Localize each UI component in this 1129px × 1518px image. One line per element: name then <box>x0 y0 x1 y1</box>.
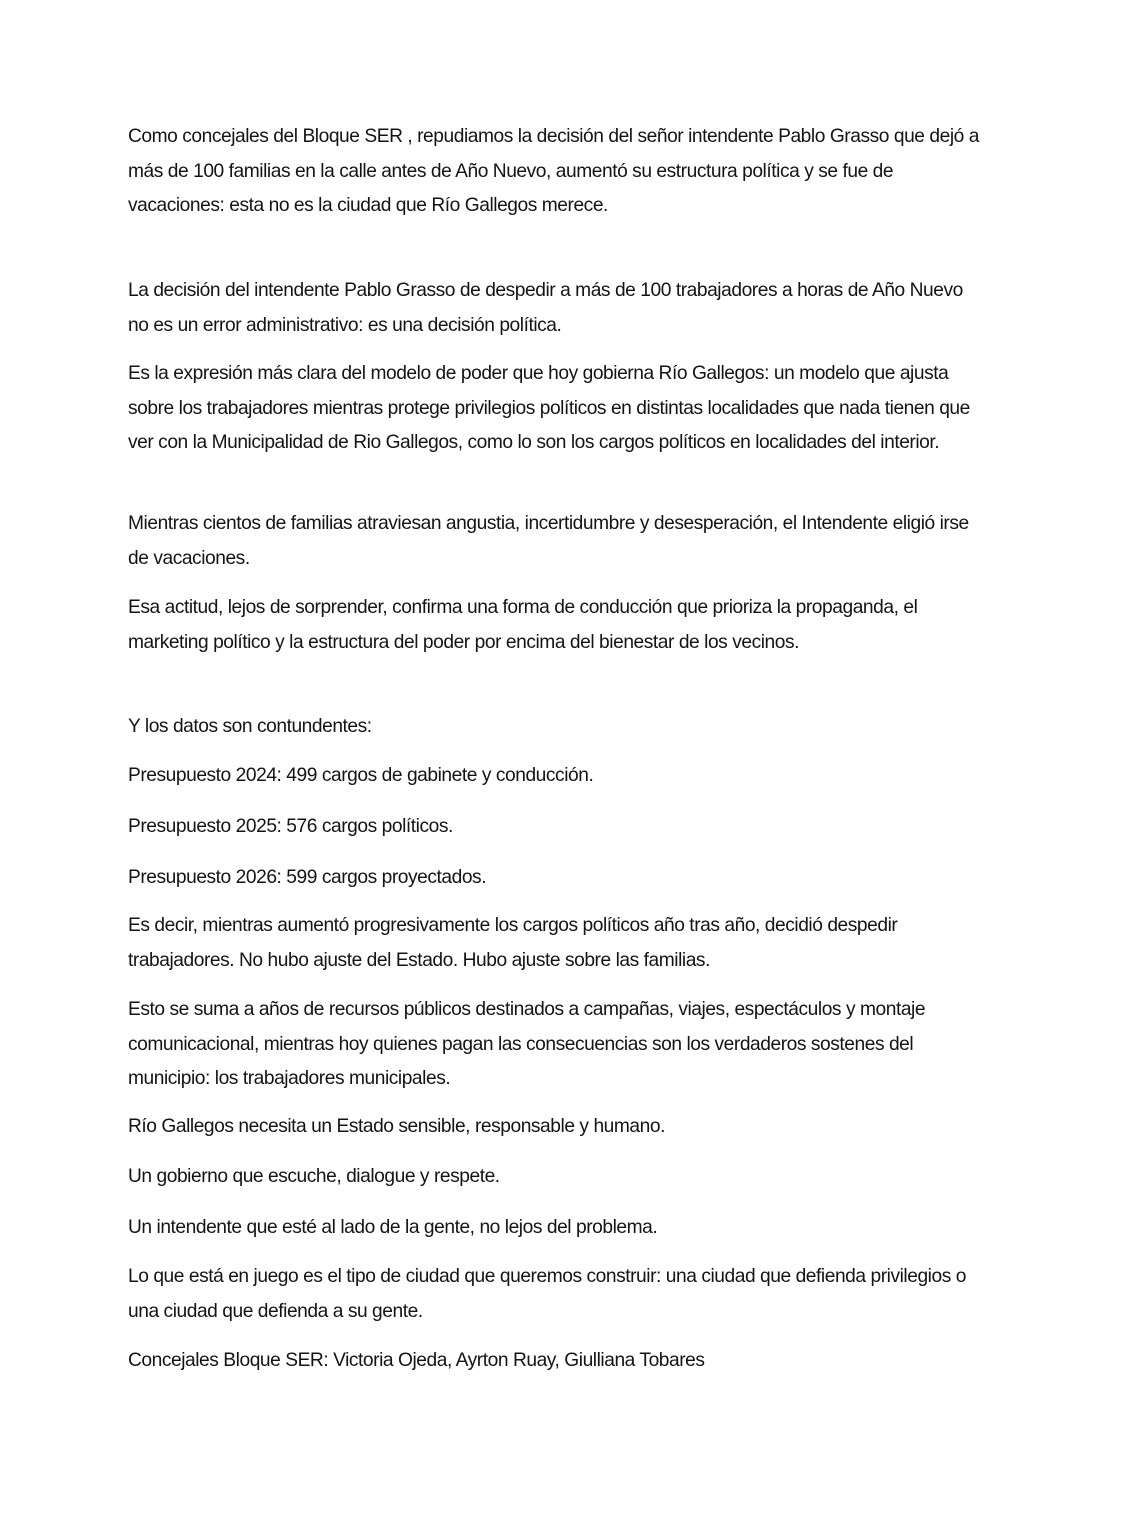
paragraph-intro: Como concejales del Bloque SER , repudiamos la decisión del señor intendente Pablo Grasso que dejó a más de 100 familias en la calle antes de Año Nuevo, aumentó su estructura política y se fue de vacaciones: esta no es la ciudad que Río Gallegos merece. <box>128 126 979 216</box>
paragraph-decision: La decisión del intendente Pablo Grasso de despedir a más de 100 trabajadores a horas de Año Nuevo no es un error administrativo: es una decisión política. <box>128 280 963 336</box>
paragraph-conclusion: Es decir, mientras aumentó progresivamente los cargos políticos año tras año, decidió despedir trabajadores. No hubo ajuste del Estado. Hubo ajuste sobre las familias. <box>128 915 898 971</box>
signature-line: Concejales Bloque SER: Victoria Ojeda, Ayrton Ruay, Giulliana Tobares <box>128 1350 705 1371</box>
paragraph-model: Es la expresión más clara del modelo de poder que hoy gobierna Río Gallegos: un modelo que ajusta sobre los trabajadores mientras protege privilegios políticos en distintas localidades que nada tienen que ver con la Municipalidad de Rio Gallegos, como lo son los cargos políticos en localidades del interior. <box>128 363 970 453</box>
paragraph-budget-2025: Presupuesto 2025: 576 cargos políticos. <box>128 816 453 837</box>
paragraph-resources: Esto se suma a años de recursos públicos destinados a campañas, viajes, espectáculos y montaje comunicacional, mientras hoy quienes pagan las consecuencias son los verdaderos sostenes del municipio: los trabajadores municipales. <box>128 999 926 1089</box>
paragraph-attitude: Esa actitud, lejos de sorprender, confirma una forma de conducción que prioriza la propaganda, el marketing político y la estructura del poder por encima del bienestar de los vecinos. <box>128 597 918 653</box>
paragraph-state: Río Gallegos necesita un Estado sensible, responsable y humano. <box>128 1116 665 1137</box>
paragraph-government: Un gobierno que escuche, dialogue y respete. <box>128 1166 500 1187</box>
paragraph-families: Mientras cientos de familias atraviesan angustia, incertidumbre y desesperación, el Intendente eligió irse de vacaciones. <box>128 513 969 569</box>
paragraph-budget-2026: Presupuesto 2026: 599 cargos proyectados. <box>128 867 487 888</box>
paragraph-city: Lo que está en juego es el tipo de ciudad que queremos construir: una ciudad que defienda privilegios o una ciudad que defienda a su gente. <box>128 1266 966 1322</box>
paragraph-mayor: Un intendente que esté al lado de la gente, no lejos del problema. <box>128 1217 658 1238</box>
paragraph-budget-2024: Presupuesto 2024: 499 cargos de gabinete y conducción. <box>128 765 594 786</box>
paragraph-data-intro: Y los datos son contundentes: <box>128 716 372 737</box>
